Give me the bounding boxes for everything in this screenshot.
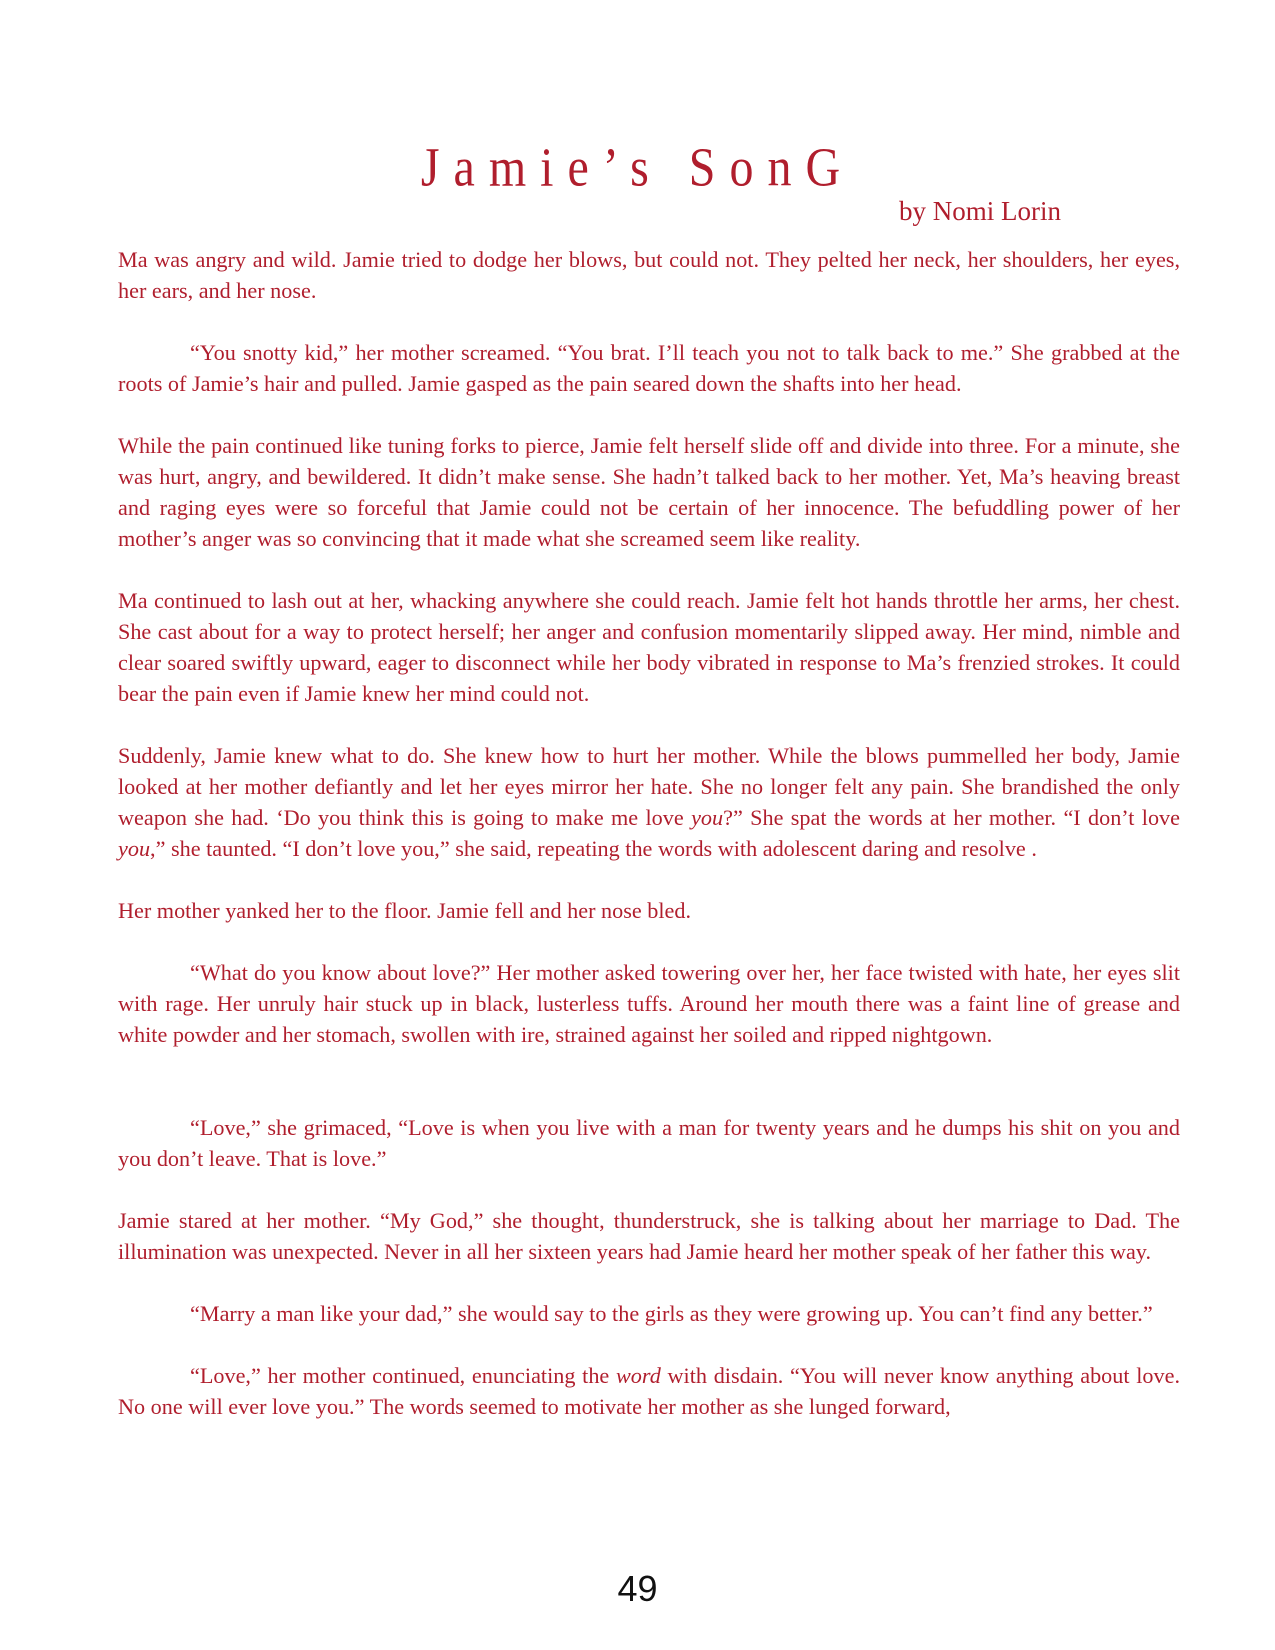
italic-text: you <box>691 805 724 830</box>
author-byline: by Nomi Lorin <box>899 196 1061 226</box>
story-paragraph <box>118 585 1180 709</box>
story-paragraph <box>118 1205 1180 1267</box>
story-body <box>118 244 1180 1453</box>
paragraph-text: “You snotty kid,” her mother screamed. “You brat. I’ll teach you not to talk back to me.” She grabbed at the roots of Jamie’s hair and pulled. Jamie gasped as the pain seared down the shafts into her head. <box>118 340 1180 396</box>
page-number: 49 <box>617 1568 658 1609</box>
paragraph-text: Her mother yanked her to the floor. Jamie fell and her nose bled. <box>118 898 691 923</box>
story-paragraph <box>118 895 1180 926</box>
story-paragraph <box>118 1112 1180 1174</box>
story-paragraph <box>118 1360 1180 1422</box>
paragraph-text: ?” She spat the words at her mother. “I don’t love <box>723 805 1180 830</box>
story-paragraph <box>118 244 1180 306</box>
story-paragraph <box>118 740 1180 864</box>
paragraph-text: Ma continued to lash out at her, whacking anywhere she could reach. Jamie felt hot hands throttle her arms, her chest. She cast about for a way to protect herself; her anger and confusion momentarily slipped away. Her mind, nimble and clear soared swiftly upward, eager to disconnect while her body vibrated in response to Ma’s frenzied strokes. It could bear the pain even if Jamie knew her mind could not. <box>118 588 1180 706</box>
italic-text: you <box>118 836 151 861</box>
story-paragraph <box>118 957 1180 1050</box>
italic-text: word <box>616 1363 661 1388</box>
story-paragraph <box>118 337 1180 399</box>
paragraph-text: Suddenly, Jamie knew what to do. She knew how to hurt her mother. While the blows pummelled her body, Jamie looked at her mother defiantly and let her eyes mirror her hate. She no longer felt any pain. She brandished the only weapon she had. ‘Do you think this is going to make me love <box>118 743 1180 830</box>
story-paragraph <box>118 1298 1180 1329</box>
paragraph-text: with disdain. “You will never know anything about love. No one will ever love you.” The words seemed to motivate her mother as she lunged forward, <box>118 1363 1180 1419</box>
paragraph-text: While the pain continued like tuning forks to pierce, Jamie felt herself slide off and divide into three. For a minute, she was hurt, angry, and bewildered. It didn’t make sense. She hadn’t talked back to her mother. Yet, Ma’s heaving breast and raging eyes were so forceful that Jamie could not be certain of her innocence. The befuddling power of her mother’s anger was so convincing that it made what she screamed seem like reality. <box>118 433 1180 551</box>
paragraph-text: ,” she taunted. “I don’t love you,” she said, repeating the words with adolescent daring and resolve . <box>150 836 1037 861</box>
story-title: Jamie’s SonG <box>420 137 855 199</box>
story-paragraph <box>118 430 1180 554</box>
paragraph-text: “Marry a man like your dad,” she would say to the girls as they were growing up. You can’t find any better.” <box>190 1301 1153 1326</box>
paragraph-text: “What do you know about love?” Her mother asked towering over her, her face twisted with hate, her eyes slit with rage. Her unruly hair stuck up in black, lusterless tuffs. Around her mouth there was a faint line of grease and white powder and her stomach, swollen with ire, strained against her soiled and ripped nightgown. <box>118 960 1180 1047</box>
paragraph-text: “Love,” her mother continued, enunciating the <box>190 1363 616 1388</box>
paragraph-text: Jamie stared at her mother. “My God,” she thought, thunderstruck, she is talking about her marriage to Dad. The illumination was unexpected. Never in all her sixteen years had Jamie heard her mother speak of her father this way. <box>118 1208 1180 1264</box>
paragraph-text: “Love,” she grimaced, “Love is when you live with a man for twenty years and he dumps his shit on you and you don’t leave. That is love.” <box>118 1115 1180 1171</box>
paragraph-text: Ma was angry and wild. Jamie tried to dodge her blows, but could not. They pelted her neck, her shoulders, her eyes, her ears, and her nose. <box>118 247 1180 303</box>
